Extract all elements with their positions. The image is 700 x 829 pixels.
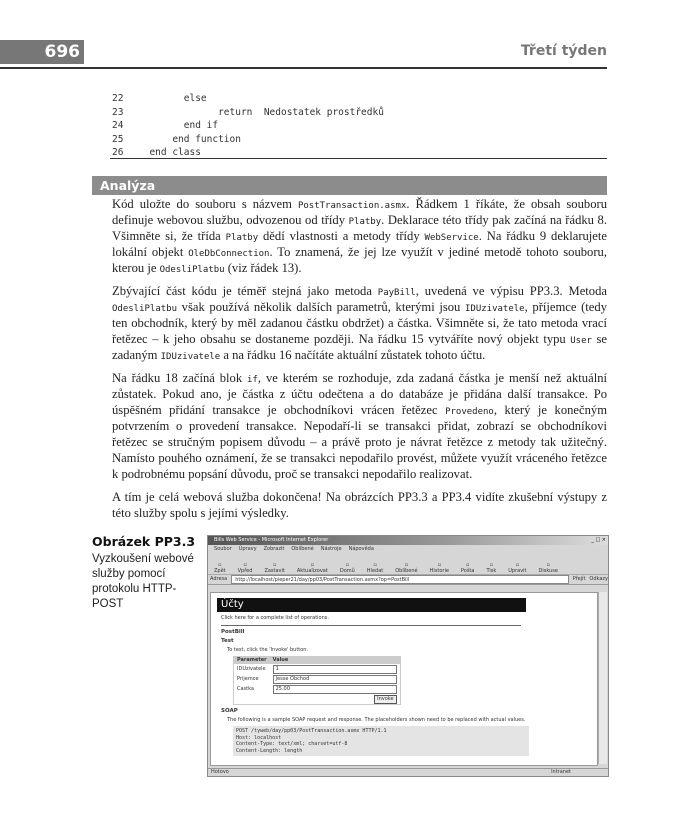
soap-line: Content-Length: length — [236, 747, 303, 754]
text-run: A tím je celá webová služba dokončena! Na obrázcích PP3.3 a PP3.4 vidíte zkušební výstupy z této služby spolu s jejími výsledky. — [112, 490, 607, 520]
text-run: . To znamená, že jej lze využít v jediné metodě tohoto souboru, kterou je — [112, 245, 607, 275]
address-label: Adresa — [210, 576, 228, 582]
toolbar-button — [214, 562, 226, 574]
inline-code: OleDbConnection — [188, 249, 270, 259]
menu-item: Zobrazit — [263, 546, 285, 552]
text-run: a na řádku 16 načítáte aktuální zůstatek tohoto účtu. — [220, 348, 486, 362]
toolbar — [208, 554, 608, 575]
text-run: dědí vlastnosti a metody třídy — [258, 229, 425, 243]
inline-code: PayBill — [377, 288, 416, 298]
running-head: Třetí týden — [520, 43, 607, 59]
text-run: , který je konečným potvrzením o provedení transakce. Nepodaří-li se transakci přidat, zobrazí se obchodníkovi řetězec se stručným popisem důvodu – a právě proto je návrat řetězce z metody tak užitečný. Namísto pouhého oznámení, že se transakci nepodařilo provést, můžete využít vráceného řetězce k podrobnému popsání důvodu, proč se transakci nepodařilo realizovat. — [112, 403, 607, 481]
toolbar-label: Historie — [429, 568, 449, 574]
param-value-cell — [270, 664, 401, 674]
toolbar-label: Aktualizovat — [296, 568, 328, 574]
paragraph — [112, 489, 607, 521]
toolbar-label: Zpět — [214, 568, 226, 574]
inline-code: Platby — [348, 217, 382, 227]
text-run: však používá několik dalších parametrů, kterými jsou — [177, 300, 465, 314]
line-number: 23 — [112, 106, 124, 118]
param-name: Prijemce — [237, 675, 259, 682]
line-number: 22 — [112, 93, 124, 104]
toolbar-icon: ▫ — [546, 562, 550, 568]
param-table — [233, 656, 401, 705]
toolbar-label: Domů — [339, 568, 355, 574]
inline-code: Platby — [225, 233, 259, 243]
toolbar-label: Oblíbené — [395, 568, 418, 574]
toolbar-icon: ▫ — [373, 562, 377, 568]
line-number: 26 — [112, 147, 124, 158]
toolbar-button — [486, 562, 496, 574]
soap-line: Content-Type: text/xml; charset=utf-8 — [236, 741, 348, 747]
param-input: Jesse Obchod — [273, 675, 397, 684]
window-titlebar — [208, 536, 608, 545]
browser-screenshot — [207, 535, 609, 777]
status-text: Hotovo — [211, 769, 229, 775]
inline-code: Provedeno — [445, 407, 494, 417]
menu-item: Oblíbené — [291, 546, 314, 552]
section-heading: Analýza — [92, 176, 607, 195]
text-run: , příjemce (tedy ten obchodník, který by měl zadanou částku obdržet) a částka. Všimněte si, že tato metoda vrací řetězec – k jeho obsahu se dostaneme později. Na řádku 15 vytváříte nový objekt typu — [112, 300, 607, 346]
paragraph — [112, 283, 607, 363]
paragraph — [112, 196, 607, 276]
zone-text: Intranet — [551, 769, 571, 775]
toolbar-button — [539, 562, 558, 574]
text-run: Zbývající část kódu je téměř stejná jako metoda — [112, 284, 378, 298]
text-run: . Řádkem 1 říkáte, že obsah souboru definuje webovou službu, odvozenou od třídy — [112, 197, 607, 227]
window-title: Bills Web Service - Microsoft Internet Explorer — [214, 537, 329, 543]
line-number: 25 — [112, 133, 124, 145]
text-run: se zadaným — [112, 332, 607, 362]
toolbar-label: Zastavit — [264, 568, 285, 574]
toolbar-button — [264, 562, 284, 574]
toolbar-icon: ▫ — [437, 562, 441, 568]
address-input: http://localhost/pieper21/day/pp03/PostTransaction.asmx?op=PostBill — [231, 575, 569, 584]
code-listing — [112, 92, 607, 160]
toolbar-button — [238, 562, 253, 574]
toolbar-button — [340, 562, 355, 574]
param-input: 1 — [273, 665, 397, 674]
test-heading: Test — [221, 638, 234, 644]
soap-text: The following is a sample SOAP request and response. The placeholders shown need to be replaced with actual values. — [227, 717, 526, 723]
soap-line: POST /tyweb/day/pp03/PostTransaction.asmx HTTP/1.1 — [236, 728, 387, 734]
page-heading: Účty — [217, 598, 526, 612]
invoke-button: Invoke — [374, 695, 396, 704]
toolbar-button — [461, 562, 475, 574]
param-value-cell — [270, 674, 401, 684]
line-number: 24 — [112, 120, 124, 131]
inline-code: if — [247, 375, 258, 385]
toolbar-label: Hledat — [366, 568, 384, 574]
param-row — [234, 664, 401, 674]
code-line — [112, 106, 607, 120]
inline-code: WebService — [424, 233, 479, 243]
test-hint: To test, click the 'Invoke' button. — [227, 647, 309, 653]
figure-title: Obrázek PP3.3 — [92, 534, 196, 549]
figure-caption: Vyzkoušení webové služby pomocí protokolu HTTP-POST — [92, 553, 194, 610]
toolbar-icon: ▫ — [272, 562, 277, 568]
soap-line: Host: localhost — [236, 734, 282, 741]
text-run: (viz řádek 13). — [224, 261, 302, 275]
toolbar-label: Upravit — [508, 568, 527, 574]
toolbar-icon: ▫ — [310, 562, 315, 568]
param-value-cell — [270, 684, 401, 694]
toolbar-icon: ▫ — [404, 562, 409, 568]
soap-sample — [233, 726, 529, 756]
toolbar-button — [367, 562, 383, 574]
divider — [221, 625, 521, 626]
method-name: PostBill — [221, 629, 245, 635]
links-button: Odkazy — [589, 576, 608, 582]
soap-heading: SOAP — [221, 708, 238, 714]
toolbar-button — [395, 562, 417, 574]
code-text: return Nedostatek prostředků — [138, 106, 384, 118]
param-row — [234, 674, 401, 684]
toolbar-label: Pošta — [460, 568, 475, 574]
address-bar — [208, 575, 608, 585]
toolbar-icon: ▫ — [345, 562, 350, 568]
code-line — [112, 133, 607, 147]
param-header: Parameter — [234, 657, 270, 665]
body-text — [112, 196, 607, 528]
page-number: 696 — [0, 40, 84, 64]
param-name: IDUzivatele — [237, 665, 266, 672]
param-row — [234, 684, 401, 694]
menu-bar — [208, 545, 608, 554]
toolbar-icon: ▫ — [243, 562, 247, 568]
inline-code: IDUzivatele — [465, 304, 525, 314]
text-run: , uvedená ve výpisu PP3.3. Metoda — [415, 284, 607, 298]
menu-item: Nápověda — [348, 546, 374, 552]
toolbar-label: Vpřed — [237, 568, 253, 574]
param-input: 25.00 — [273, 685, 397, 694]
code-text: else — [138, 93, 207, 104]
toolbar-button — [508, 562, 526, 574]
inline-code: OdesliPlatbu — [159, 265, 225, 275]
inline-code: OdesliPlatbu — [112, 304, 178, 314]
scrollbar — [598, 592, 607, 764]
toolbar-icon: ▫ — [465, 562, 470, 568]
toolbar-icon: ▫ — [515, 562, 520, 568]
param-name: Castka — [237, 685, 254, 692]
text-run: . Deklarace této třídy pak začíná na řádku 8. Všimněte si, že třída — [112, 213, 607, 243]
code-line — [112, 119, 607, 133]
menu-item: Nástroje — [320, 546, 342, 552]
text-run: Kód uložte do souboru s názvem — [112, 197, 298, 211]
toolbar-icon: ▫ — [489, 562, 494, 568]
menu-item: Úpravy — [238, 546, 257, 552]
go-button: Přejít — [572, 576, 586, 582]
text-run: , ve kterém se rozhoduje, zda zadaná částka je menší než aktuální zůstatek. Pokud ano, je částka z účtu odečtena a do databáze je přidána další transakce. Po úspěšném přidání transakce je obchodníkovi vrácen řetězec — [112, 371, 607, 417]
code-rule — [110, 158, 607, 159]
code-text: end if — [138, 120, 219, 131]
value-header: Value — [270, 657, 401, 665]
toolbar-button — [430, 562, 449, 574]
inline-code: User — [570, 336, 592, 346]
status-bar — [208, 768, 609, 776]
toolbar-icon: ▫ — [218, 562, 222, 568]
window-buttons: _ □ × — [591, 537, 606, 543]
toolbar-label: Diskuse — [538, 568, 558, 574]
code-line — [112, 92, 607, 106]
code-text: end class — [138, 147, 201, 158]
inline-code: PostTransaction.asmx — [297, 201, 407, 211]
text-run: Na řádku 18 začíná blok — [112, 371, 248, 385]
text-run: . Na řádku 9 deklarujete lokální objekt — [112, 229, 607, 259]
web-content — [210, 592, 598, 766]
intro-link: Click here for a complete list of operations. — [221, 615, 329, 621]
header-rule — [0, 67, 607, 69]
toolbar-button — [297, 562, 328, 574]
code-text: end function — [138, 133, 241, 145]
menu-item: Soubor — [214, 546, 232, 552]
toolbar-label: Tisk — [486, 568, 497, 574]
inline-code: IDUzivatele — [160, 352, 221, 362]
paragraph — [112, 370, 607, 482]
